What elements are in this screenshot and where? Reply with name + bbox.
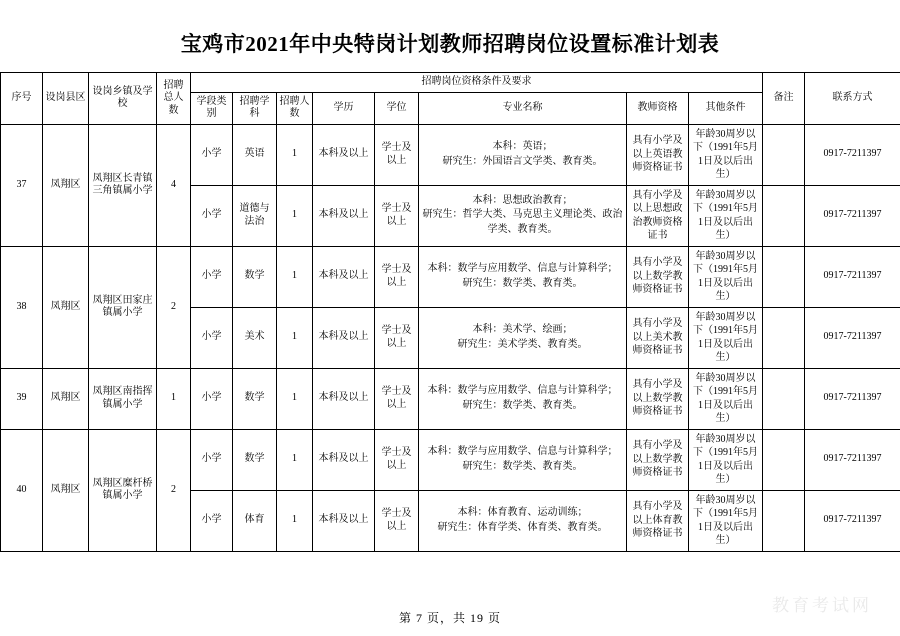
cell-major: 本科：思想政治教育； 研究生：哲学大类、马克思主义理论类、政治学类、教育类。 <box>419 185 627 246</box>
cell-degree: 学士及以上 <box>375 307 419 368</box>
cell-other: 年龄30周岁以下（1991年5月1日及以后出生） <box>689 368 763 429</box>
cell-subject: 道德与法治 <box>233 185 277 246</box>
cell-district: 凤翔区 <box>43 246 89 368</box>
cell-subject: 数学 <box>233 246 277 307</box>
cell-degree: 学士及以上 <box>375 246 419 307</box>
cell-degree: 学士及以上 <box>375 368 419 429</box>
cell-other: 年龄30周岁以下（1991年5月1日及以后出生） <box>689 429 763 490</box>
cell-total: 2 <box>157 246 191 368</box>
table-row <box>1 429 900 490</box>
recruitment-plan-table <box>0 72 900 552</box>
header-school: 设岗乡镇及学校 <box>89 73 157 125</box>
cell-stage: 小学 <box>191 429 233 490</box>
cell-seq: 38 <box>1 246 43 368</box>
cell-stage: 小学 <box>191 246 233 307</box>
cell-stage: 小学 <box>191 185 233 246</box>
cell-degree: 学士及以上 <box>375 490 419 551</box>
cell-contact: 0917-7211397 <box>805 490 900 551</box>
table-body <box>1 124 900 551</box>
cell-stage: 小学 <box>191 368 233 429</box>
cell-other: 年龄30周岁以下（1991年5月1日及以后出生） <box>689 246 763 307</box>
cell-major: 本科：美术学、绘画； 研究生：美术学类、教育类。 <box>419 307 627 368</box>
cell-total: 1 <box>157 368 191 429</box>
table-row <box>1 246 900 307</box>
cell-contact: 0917-7211397 <box>805 246 900 307</box>
cell-school: 凤翔区长青镇三角镇属小学 <box>89 124 157 246</box>
cell-subject: 数学 <box>233 368 277 429</box>
cell-other: 年龄30周岁以下（1991年5月1日及以后出生） <box>689 124 763 185</box>
watermark: 教育考试网 <box>772 596 872 615</box>
cell-seq: 37 <box>1 124 43 246</box>
header-teacher-cert: 教师资格 <box>627 92 689 124</box>
cell-school: 凤翔区糜杆桥镇属小学 <box>89 429 157 551</box>
header-total: 招聘总人数 <box>157 73 191 125</box>
cell-teacher-cert: 具有小学及以上数学教师资格证书 <box>627 429 689 490</box>
cell-major: 本科：英语； 研究生：外国语言文学类、教育类。 <box>419 124 627 185</box>
cell-remark <box>763 429 805 490</box>
page-footer: 第 7 页，共 19 页 <box>398 611 501 625</box>
cell-school: 凤翔区田家庄镇属小学 <box>89 246 157 368</box>
cell-education: 本科及以上 <box>313 246 375 307</box>
header-contact: 联系方式 <box>805 73 900 125</box>
cell-seq: 40 <box>1 429 43 551</box>
table-row <box>1 124 900 185</box>
cell-other: 年龄30周岁以下（1991年5月1日及以后出生） <box>689 307 763 368</box>
page-title: 宝鸡市2021年中央特岗计划教师招聘岗位设置标准计划表 <box>180 32 720 56</box>
cell-subject: 体育 <box>233 490 277 551</box>
header-stage: 学段类别 <box>191 92 233 124</box>
cell-district: 凤翔区 <box>43 124 89 246</box>
cell-teacher-cert: 具有小学及以上数学教师资格证书 <box>627 368 689 429</box>
cell-total: 2 <box>157 429 191 551</box>
cell-education: 本科及以上 <box>313 124 375 185</box>
cell-remark <box>763 185 805 246</box>
header-num: 招聘人数 <box>277 92 313 124</box>
cell-teacher-cert: 具有小学及以上思想政治教师资格证书 <box>627 185 689 246</box>
cell-remark <box>763 246 805 307</box>
cell-degree: 学士及以上 <box>375 429 419 490</box>
header-other: 其他条件 <box>689 92 763 124</box>
cell-teacher-cert: 具有小学及以上体育教师资格证书 <box>627 490 689 551</box>
cell-degree: 学士及以上 <box>375 124 419 185</box>
header-education: 学历 <box>313 92 375 124</box>
cell-major: 本科：数学与应用数学、信息与计算科学； 研究生：数学类、教育类。 <box>419 429 627 490</box>
table-header-row-1 <box>1 73 900 93</box>
cell-num: 1 <box>277 368 313 429</box>
cell-teacher-cert: 具有小学及以上美术教师资格证书 <box>627 307 689 368</box>
cell-education: 本科及以上 <box>313 490 375 551</box>
table-header <box>1 73 900 125</box>
cell-education: 本科及以上 <box>313 185 375 246</box>
cell-remark <box>763 490 805 551</box>
table-row <box>1 368 900 429</box>
cell-contact: 0917-7211397 <box>805 307 900 368</box>
cell-total: 4 <box>157 124 191 246</box>
cell-education: 本科及以上 <box>313 368 375 429</box>
cell-district: 凤翔区 <box>43 429 89 551</box>
cell-remark <box>763 368 805 429</box>
cell-num: 1 <box>277 246 313 307</box>
cell-other: 年龄30周岁以下（1991年5月1日及以后出生） <box>689 490 763 551</box>
cell-stage: 小学 <box>191 490 233 551</box>
cell-major: 本科：数学与应用数学、信息与计算科学； 研究生：数学类、教育类。 <box>419 246 627 307</box>
cell-contact: 0917-7211397 <box>805 368 900 429</box>
cell-major: 本科：体育教育、运动训练； 研究生：体育学类、体育类、教育类。 <box>419 490 627 551</box>
cell-subject: 英语 <box>233 124 277 185</box>
cell-remark <box>763 124 805 185</box>
cell-num: 1 <box>277 429 313 490</box>
cell-school: 凤翔区南指挥镇属小学 <box>89 368 157 429</box>
cell-num: 1 <box>277 307 313 368</box>
cell-num: 1 <box>277 490 313 551</box>
header-degree: 学位 <box>375 92 419 124</box>
cell-district: 凤翔区 <box>43 368 89 429</box>
cell-degree: 学士及以上 <box>375 185 419 246</box>
cell-seq: 39 <box>1 368 43 429</box>
cell-education: 本科及以上 <box>313 307 375 368</box>
cell-stage: 小学 <box>191 124 233 185</box>
cell-num: 1 <box>277 185 313 246</box>
cell-subject: 数学 <box>233 429 277 490</box>
cell-contact: 0917-7211397 <box>805 429 900 490</box>
cell-education: 本科及以上 <box>313 429 375 490</box>
cell-num: 1 <box>277 124 313 185</box>
cell-other: 年龄30周岁以下（1991年5月1日及以后出生） <box>689 185 763 246</box>
cell-contact: 0917-7211397 <box>805 185 900 246</box>
cell-subject: 美术 <box>233 307 277 368</box>
cell-remark <box>763 307 805 368</box>
cell-major: 本科：数学与应用数学、信息与计算科学； 研究生：数学类、教育类。 <box>419 368 627 429</box>
header-subject: 招聘学科 <box>233 92 277 124</box>
header-seq: 序号 <box>1 73 43 125</box>
cell-teacher-cert: 具有小学及以上英语教师资格证书 <box>627 124 689 185</box>
header-major: 专业名称 <box>419 92 627 124</box>
header-remark: 备注 <box>763 73 805 125</box>
cell-teacher-cert: 具有小学及以上数学教师资格证书 <box>627 246 689 307</box>
cell-contact: 0917-7211397 <box>805 124 900 185</box>
header-qualification-group: 招聘岗位资格条件及要求 <box>191 73 763 93</box>
header-district: 设岗县区 <box>43 73 89 125</box>
cell-stage: 小学 <box>191 307 233 368</box>
